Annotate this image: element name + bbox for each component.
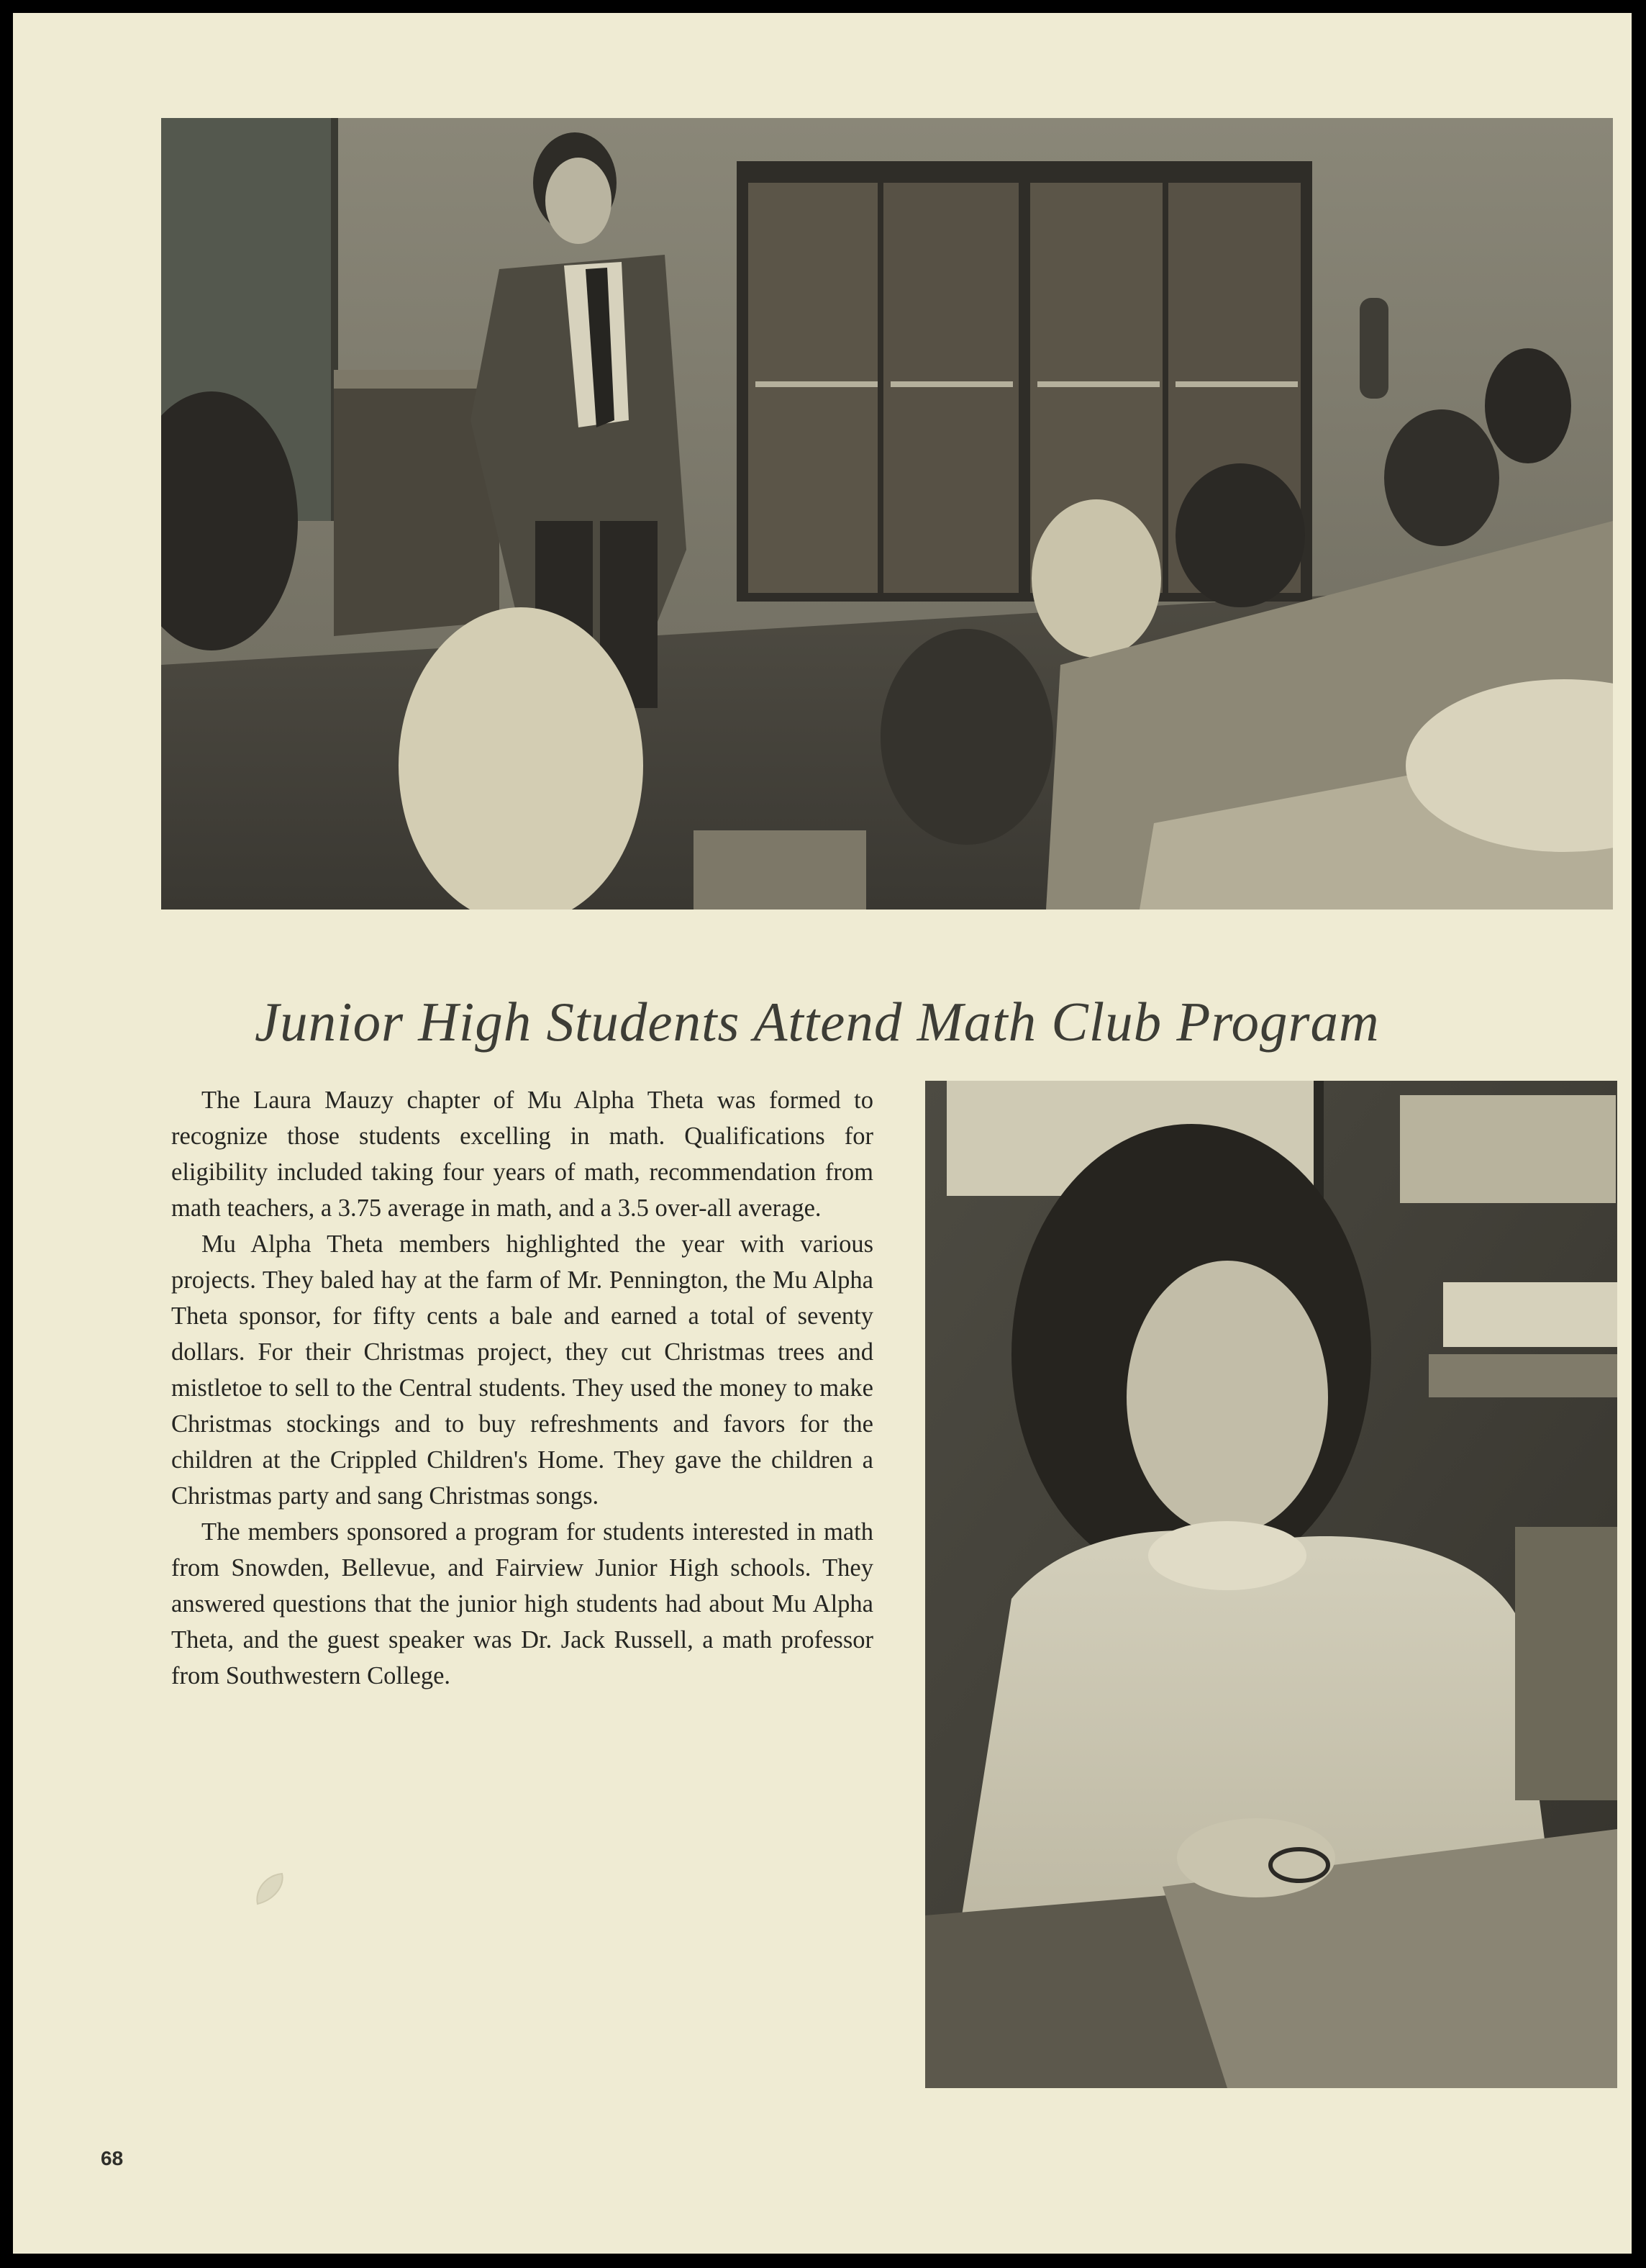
yearbook-page [13, 13, 1632, 2254]
classroom-lecture-photo [161, 118, 1613, 910]
classroom-lecture-illustration [161, 118, 1613, 910]
page-number: 68 [101, 2147, 124, 2169]
student-portrait-photo [925, 1081, 1617, 2088]
article-body [171, 1082, 873, 1694]
article-paragraph: The Laura Mauzy chapter of Mu Alpha Theta was formed to recognize those students excelling in math. Qualifications for eligibility included taking four years of math, recommendation from math teachers, a 3.75 average in math, and a 3.5 over-all average. [171, 1087, 873, 1222]
student-at-desk-illustration [925, 1081, 1617, 2088]
page-smudge-mark [250, 1868, 292, 1910]
article-paragraph: The members sponsored a program for students interested in math from Snowden, Bellevue, and Fairview Junior High schools. They answered questions that the junior high students had about Mu Alpha Theta, and the guest speaker was Dr. Jack Russell, a math professor from Southwestern College. [171, 1518, 873, 1689]
article-headline: Junior High Students Attend Math Club Program [255, 991, 1380, 1053]
article-paragraph: Mu Alpha Theta members highlighted the year with various projects. They baled hay at the farm of Mr. Pennington, the Mu Alpha Theta sponsor, for fifty cents a bale and earned a total of seventy dollars. For their Christmas project, they cut Christmas trees and mistletoe to sell to the Central students. They used the money to make Christmas stockings and to buy refreshments and favors for the children at the Crippled Children's Home. They gave the children a Christmas party and sang Christmas songs. [171, 1230, 873, 1510]
